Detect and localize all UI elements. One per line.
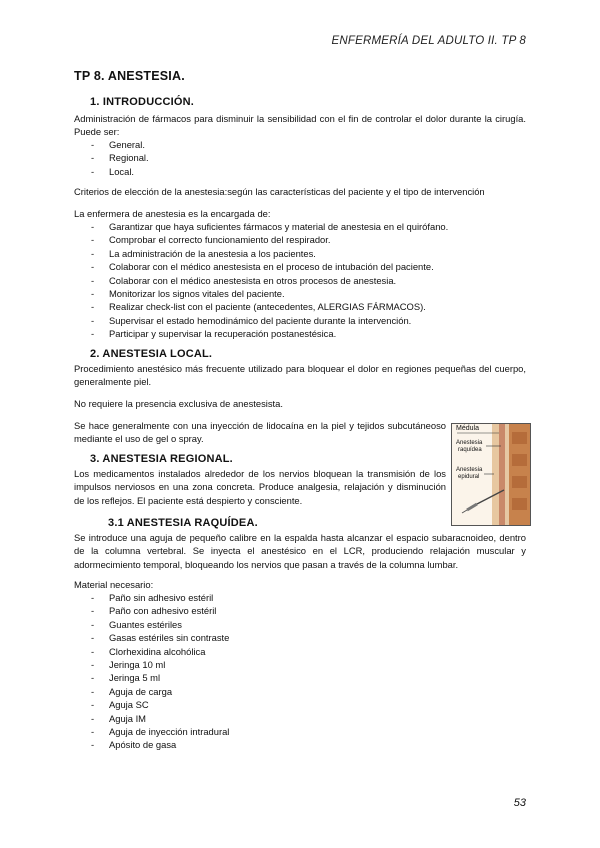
- list-item: - Garantizar que haya suficientes fármacos y material de anestesia en el quirófano.: [74, 220, 448, 233]
- list-item: - Jeringa 5 ml: [74, 671, 229, 684]
- list-item: - Guantes estériles: [74, 618, 229, 631]
- list-item: - Regional.: [74, 151, 149, 164]
- list-item: - La administración de la anestesia a los pacientes.: [74, 247, 448, 260]
- figure-label-epidural-1: Anestesia: [456, 467, 483, 473]
- heading-anestesia-raquidea: 3.1 ANESTESIA RAQUÍDEA.: [108, 517, 258, 529]
- document-title: TP 8. ANESTESIA.: [74, 69, 185, 83]
- list-item: - Comprobar el correcto funcionamiento del respirador.: [74, 233, 448, 246]
- list-item: - General.: [74, 138, 149, 151]
- spinal-anesthesia-figure: [451, 423, 531, 526]
- heading-introduccion: 1. INTRODUCCIÓN.: [90, 96, 195, 108]
- list-item: - Aguja IM: [74, 712, 229, 725]
- material-label: Material necesario:: [74, 579, 154, 590]
- heading-anestesia-regional: 3. ANESTESIA REGIONAL.: [90, 453, 233, 465]
- list-item: - Colaborar con el médico anestesista en el proceso de intubación del paciente.: [74, 260, 448, 273]
- anesthesia-types-list: [74, 138, 149, 178]
- intro-paragraph: Administración de fármacos para disminuir la sensibilidad con el fin de controlar el dolor durante la cirugía. Puede ser:: [74, 113, 526, 138]
- list-item: - Realizar check-list con el paciente (antecedentes, ALERGIAS FÁRMACOS).: [74, 300, 448, 313]
- list-item: - Gasas estériles sin contraste: [74, 631, 229, 644]
- nurse-tasks-list: [74, 220, 448, 341]
- heading-anestesia-local: 2. ANESTESIA LOCAL.: [90, 348, 213, 360]
- list-item: - Monitorizar los signos vitales del paciente.: [74, 287, 448, 300]
- materials-list: [74, 591, 229, 752]
- criteria-paragraph: Criterios de elección de la anestesia:según las características del paciente y el tipo de intervención: [74, 186, 485, 197]
- list-item: - Colaborar con el médico anestesista en otros procesos de anestesia.: [74, 274, 448, 287]
- nurse-intro: La enfermera de anestesia es la encargada de:: [74, 208, 271, 219]
- local-paragraph-1: Procedimiento anestésico más frecuente utilizado para bloquear el dolor en regiones pequeñas del cuerpo, generalmente piel.: [74, 363, 526, 388]
- list-item: - Aguja de inyección intradural: [74, 725, 229, 738]
- list-item: - Clorhexidina alcohólica: [74, 645, 229, 658]
- list-item: - Supervisar el estado hemodinámico del paciente durante la intervención.: [74, 314, 448, 327]
- list-item: - Aguja de carga: [74, 685, 229, 698]
- list-item: - Paño sin adhesivo estéril: [74, 591, 229, 604]
- regional-paragraph: Los medicamentos instalados alrededor de los nervios bloquean la transmisión de los impulsos nerviosos en una zona concreta. Produce analgesia, relajación y disminución de los reflejos. El paciente está despierto y consciente.: [74, 468, 446, 506]
- figure-label-raquidea-2: raquídea: [458, 447, 482, 453]
- figure-label-epidural-2: epidural: [458, 474, 480, 480]
- list-item: - Participar y supervisar la recuperación postanestésica.: [74, 327, 448, 340]
- local-paragraph-2: No requiere la presencia exclusiva de anestesista.: [74, 398, 283, 409]
- list-item: - Paño con adhesivo estéril: [74, 604, 229, 617]
- figure-label-medula: Médula: [456, 425, 479, 432]
- local-paragraph-3: Se hace generalmente con una inyección de lidocaína en la piel y tejidos subcutáneoso mediante el uso de gel o spray.: [74, 420, 446, 445]
- list-item: - Local.: [74, 165, 149, 178]
- list-item: - Aguja SC: [74, 698, 229, 711]
- list-item: - Jeringa 10 ml: [74, 658, 229, 671]
- running-header: ENFERMERÍA DEL ADULTO II. TP 8: [331, 35, 526, 47]
- list-item: - Apósito de gasa: [74, 738, 229, 751]
- page-number: 53: [513, 797, 526, 809]
- raquidea-paragraph: Se introduce una aguja de pequeño calibre en la espalda hasta alcanzar el espacio subaracnoideo, dentro de la columna vertebral. Se inyecta el anestésico en el LCR, produciendo relajación muscular y adormecimiento temporal, bloqueando los nervios que pasan a través de la columna lumbar.: [74, 532, 526, 570]
- figure-label-raquidea-1: Anestesia: [456, 440, 483, 446]
